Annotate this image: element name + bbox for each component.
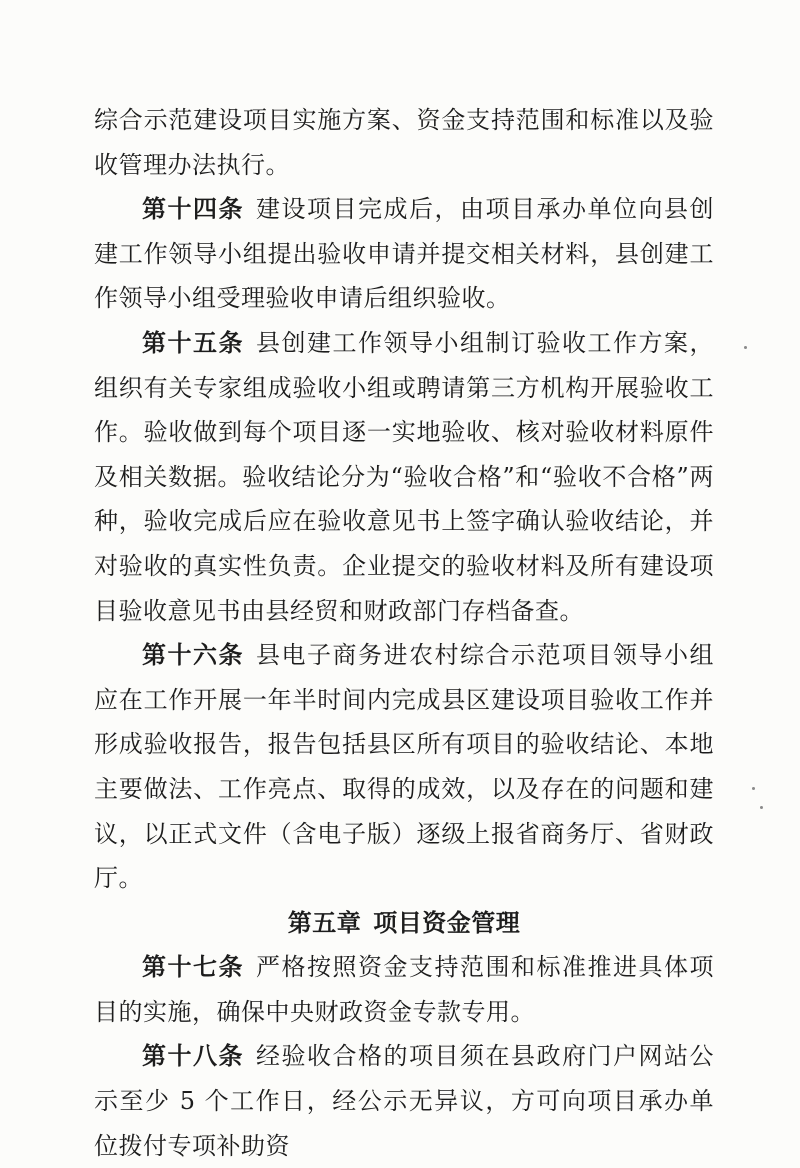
article-text: 经验收合格的项目须在县政府门户网站公示至少 5 个工作日，经公示无异议，方可向项目承办单位拨付专项补助资: [94, 1042, 714, 1160]
article-17: [94, 945, 714, 1034]
paragraph-text: 综合示范建设项目实施方案、资金支持范围和标准以及验收管理办法执行。: [94, 106, 714, 179]
scan-speck: [760, 806, 763, 809]
article-number: 第十六条: [142, 641, 244, 670]
article-14: [94, 187, 714, 321]
chapter-title: 项目资金管理: [373, 908, 521, 937]
document-body: [94, 98, 714, 1168]
scan-speck: [752, 787, 755, 790]
article-number: 第十五条: [142, 328, 244, 357]
article-number: 第十四条: [142, 195, 244, 224]
article-number: 第十七条: [142, 953, 244, 982]
scan-speck: [744, 346, 747, 349]
article-text: 严格按照资金支持范围和标准推进具体项目的实施，确保中央财政资金专款专用。: [94, 953, 714, 1026]
article-15: [94, 321, 714, 633]
article-text: 县电子商务进农村综合示范项目领导小组应在工作开展一年半时间内完成县区建设项目验收工作并形成验收报告，报告包括县区所有项目的验收结论、本地主要做法、工作亮点、取得的成效，以及存在的问题和建议，以正式文件（含电子版）逐级上报省商务厅、省财政厅。: [94, 641, 714, 893]
paragraph-continuation: [94, 98, 714, 187]
article-16: [94, 633, 714, 901]
article-18: [94, 1034, 714, 1168]
chapter-label: 第五章: [287, 908, 362, 937]
article-number: 第十八条: [142, 1042, 244, 1071]
article-text: 建设项目完成后，由项目承办单位向县创建工作领导小组提出验收申请并提交相关材料，县创建工作领导小组受理验收申请后组织验收。: [94, 195, 714, 313]
article-text: 县创建工作领导小组制订验收工作方案，组织有关专家组成验收小组或聘请第三方机构开展验收工作。验收做到每个项目逐一实地验收、核对验收材料原件及相关数据。验收结论分为“验收合格”和“验收不合格”两种，验收完成后应在验收意见书上签字确认验收结论，并对验收的真实性负责。企业提交的验收材料及所有建设项目验收意见书由县经贸和财政部门存档备查。: [94, 328, 714, 625]
chapter-heading: [94, 901, 714, 946]
